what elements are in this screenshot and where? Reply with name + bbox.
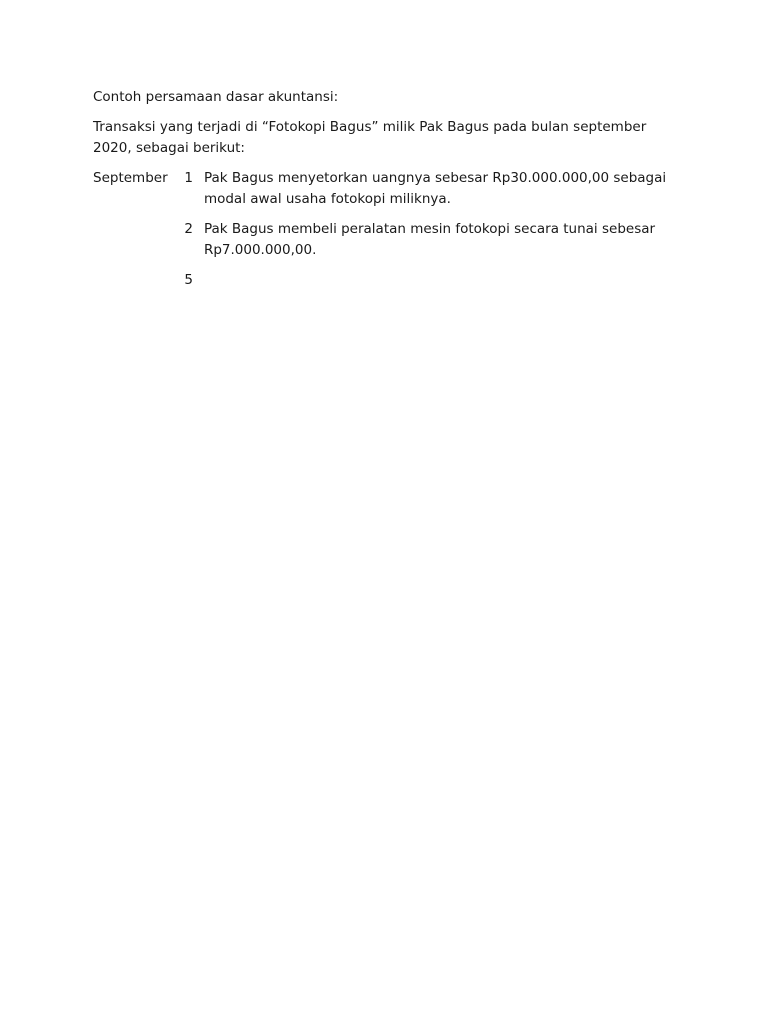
transaction-row [93, 168, 673, 219]
transaction-month: September [93, 170, 168, 186]
transaction-description: Pak Bagus membeli peralatan mesin fotokopi secara tunai sebesar Rp7.000.000,00. [203, 221, 656, 258]
transaction-month-empty [93, 270, 174, 300]
document-body [93, 87, 673, 300]
transaction-description [193, 270, 673, 300]
transaction-row [93, 219, 673, 270]
transaction-row [93, 270, 673, 300]
document-heading: Contoh persamaan dasar akuntansi: [93, 89, 339, 105]
transaction-day: 5 [184, 272, 193, 288]
document-paragraph: Transaksi yang terjadi di “Fotokopi Bagus” milik Pak Bagus pada bulan september 2020, sebagai berikut: [93, 119, 647, 156]
transaction-description: Pak Bagus menyetorkan uangnya sebesar Rp30.000.000,00 sebagai modal awal usaha fotokopi miliknya. [203, 170, 667, 207]
transaction-table [93, 168, 673, 300]
transaction-day: 1 [184, 170, 193, 186]
transaction-month-empty [93, 219, 174, 270]
transaction-day: 2 [184, 221, 193, 237]
